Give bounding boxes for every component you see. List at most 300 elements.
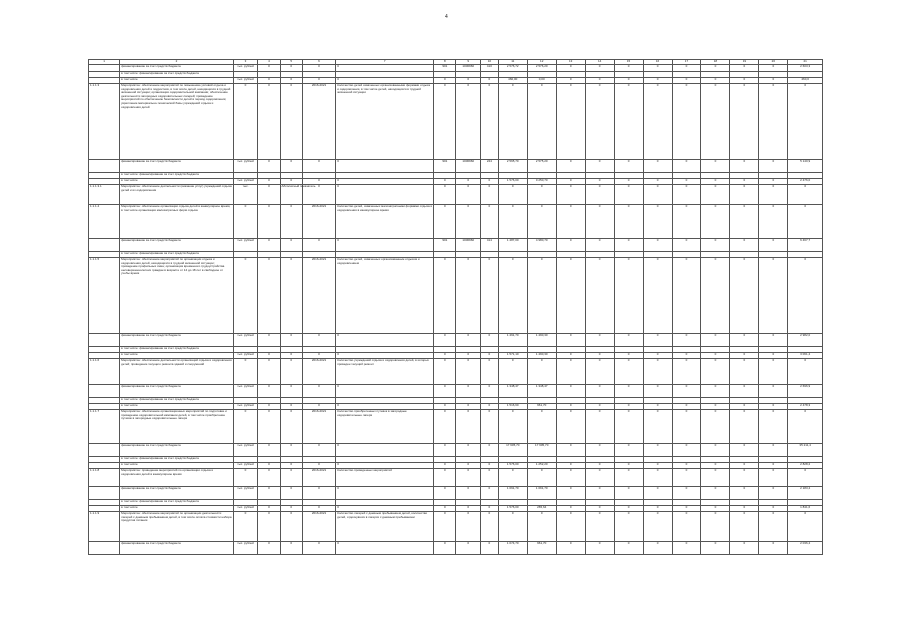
- table-cell: финансирование за счет средств бюджета: [120, 385, 234, 398]
- table-cell: 0: [434, 179, 456, 185]
- table-cell: 0: [480, 258, 498, 334]
- table-cell: 0: [701, 185, 730, 205]
- table-cell: 0: [336, 65, 434, 72]
- table-cell: 0: [730, 469, 759, 487]
- table-cell: 0: [434, 359, 456, 385]
- column-number: 17: [672, 60, 701, 65]
- table-cell: в том числе: финансирование за счет средств бюджета: [120, 347, 234, 353]
- table-cell: Мероприятие: проведение мероприятий по организации отдыха и оздоровления детей в каникулярное время: [120, 469, 234, 487]
- table-cell: 0: [498, 84, 527, 160]
- table-cell: 17 605,70: [527, 444, 556, 457]
- table-cell: 0: [556, 512, 585, 542]
- table-cell: финансирование за счет средств бюджета: [120, 444, 234, 457]
- table-cell: 0: [480, 444, 498, 457]
- table-cell: 0: [336, 487, 434, 500]
- column-number: 7: [336, 60, 434, 65]
- table-cell: 0: [701, 239, 730, 252]
- table-cell: 0: [730, 404, 759, 410]
- table-cell: 0: [258, 78, 280, 84]
- table-cell: 0: [672, 359, 701, 385]
- table-cell: 460,00: [498, 78, 527, 84]
- table-cell: 0: [643, 258, 672, 334]
- table-cell: 0: [258, 84, 280, 160]
- table-cell: 0: [585, 463, 614, 469]
- table-cell: 0: [280, 410, 302, 444]
- table-cell: 0: [759, 542, 788, 555]
- table-cell: 0: [480, 359, 498, 385]
- table-cell: Мероприятие: обеспечение деятельности организаций отдыха и оздоровления детей; проведение текущего ремонта зданий и сооружений: [120, 359, 234, 385]
- table-cell: 0: [498, 469, 527, 487]
- column-number: 2: [120, 60, 234, 65]
- table-cell: 0: [280, 179, 302, 185]
- table-cell: 1.1.1.3: [89, 84, 120, 160]
- table-cell: 1.1.1.3.1: [89, 185, 120, 205]
- table-cell: 0: [585, 506, 614, 512]
- table-cell: 0: [434, 205, 456, 239]
- table-cell: 0: [480, 205, 498, 239]
- table-cell: 0: [480, 469, 498, 487]
- table-cell: 0: [258, 506, 280, 512]
- table-cell: 0: [480, 410, 498, 444]
- table-cell: 1 252,20: [527, 463, 556, 469]
- table-cell: 0: [701, 160, 730, 173]
- event-row: [89, 512, 823, 542]
- table-cell: финансирование за счет средств бюджета: [120, 487, 234, 500]
- table-cell: 0: [614, 334, 643, 347]
- table-cell: 0: [302, 239, 335, 252]
- table-cell: 0: [614, 512, 643, 542]
- table-cell: 0: [701, 487, 730, 500]
- column-number: 3: [233, 60, 258, 65]
- table-cell: 0: [585, 512, 614, 542]
- table-cell: 0: [456, 179, 481, 185]
- table-cell: 0: [585, 258, 614, 334]
- table-cell: 1 516,60: [498, 404, 527, 410]
- table-cell: 0: [280, 444, 302, 457]
- table-cell: 0: [434, 334, 456, 347]
- table-cell: 0: [585, 359, 614, 385]
- column-number: 1: [89, 60, 120, 65]
- table-cell: 0: [730, 84, 759, 160]
- table-cell: 0: [643, 463, 672, 469]
- table-cell: 2016-2021: [302, 359, 335, 385]
- column-number: 10: [480, 60, 498, 65]
- table-cell: 0: [614, 463, 643, 469]
- table-cell: 0: [730, 410, 759, 444]
- financing-row: [89, 542, 823, 555]
- table-cell: 0: [556, 410, 585, 444]
- table-cell: тыс. рублей: [233, 487, 258, 500]
- table-cell: 0: [585, 179, 614, 185]
- table-cell: 0: [614, 542, 643, 555]
- event-row: [89, 359, 823, 385]
- table-cell: 0: [701, 65, 730, 72]
- table-cell: [89, 334, 120, 347]
- table-cell: Количество приобретенных путевок в загородные оздоровительные лагеря: [336, 410, 434, 444]
- table-cell: 0: [788, 258, 823, 334]
- table-cell: 0: [434, 385, 456, 398]
- table-cell: 4 980,70: [527, 239, 556, 252]
- table-cell: Мероприятие: обеспечение организационных мероприятий по подготовке и проведению оздоровительной кампании детей, в том числе приобретение путевок в загородные оздоровительные лагеря: [120, 410, 234, 444]
- table-cell: 0: [302, 334, 335, 347]
- table-cell: тыс. рублей: [233, 353, 258, 359]
- table-cell: 2016-2021: [302, 410, 335, 444]
- table-cell: 0: [527, 469, 556, 487]
- table-cell: 0: [672, 160, 701, 173]
- financing-row: [89, 444, 823, 457]
- table-cell: 0: [456, 512, 481, 542]
- table-cell: 0: [730, 205, 759, 239]
- table-cell: 2 828,2: [788, 463, 823, 469]
- table-cell: 0: [302, 160, 335, 173]
- table-cell: 0: [258, 239, 280, 252]
- table-cell: 0: [527, 359, 556, 385]
- table-cell: 0: [672, 78, 701, 84]
- table-cell: 1006960: [456, 65, 481, 72]
- table-cell: 0: [643, 385, 672, 398]
- table-cell: 0: [480, 334, 498, 347]
- table-cell: 0: [302, 185, 335, 205]
- table-cell: 0: [302, 487, 335, 500]
- table-cell: 0: [614, 444, 643, 457]
- table-cell: [89, 385, 120, 398]
- table-cell: тыс. рублей: [233, 78, 258, 84]
- table-cell: 0: [556, 542, 585, 555]
- table-cell: 0: [434, 487, 456, 500]
- table-cell: 0: [456, 469, 481, 487]
- table-cell: 0: [527, 205, 556, 239]
- table-cell: Количество проведенных мероприятий: [336, 469, 434, 487]
- table-cell: 0: [643, 78, 672, 84]
- table-cell: 0: [643, 506, 672, 512]
- table-cell: 17 605,70: [498, 444, 527, 457]
- table-cell: 1 571,10: [498, 353, 527, 359]
- table-cell: 0: [434, 78, 456, 84]
- column-number: 21: [788, 60, 823, 65]
- column-number: 9: [456, 60, 481, 65]
- table-cell: 1 348,47: [527, 385, 556, 398]
- table-cell: 0: [302, 444, 335, 457]
- table-cell: 1.1.1.7: [89, 410, 120, 444]
- table-cell: Мероприятие: обеспечение деятельности (оказание услуг) учреждений отдыха детей и их оздоровления: [120, 185, 234, 205]
- table-cell: 0: [280, 506, 302, 512]
- table-cell: 0: [730, 185, 759, 205]
- table-cell: 2016-2021: [302, 205, 335, 239]
- table-cell: 0: [759, 160, 788, 173]
- table-cell: 0: [701, 463, 730, 469]
- table-cell: 1006960: [456, 160, 481, 173]
- table-cell: 0: [643, 239, 672, 252]
- table-cell: 2016-2021: [302, 84, 335, 160]
- table-cell: 0: [643, 359, 672, 385]
- table-cell: 0: [280, 160, 302, 173]
- table-cell: 0: [498, 410, 527, 444]
- event-row: [89, 469, 823, 487]
- table-cell: 0: [480, 487, 498, 500]
- table-cell: 0: [258, 463, 280, 469]
- table-cell: 0: [434, 512, 456, 542]
- table-cell: 0: [302, 385, 335, 398]
- table-cell: 1.1.1.5: [89, 258, 120, 334]
- table-cell: 0: [701, 179, 730, 185]
- table-cell: 0: [614, 258, 643, 334]
- table-cell: 0: [556, 84, 585, 160]
- column-number: 5: [280, 60, 302, 65]
- table-cell: Количество учреждений отдыха и оздоровления детей, в которых проведен текущий ремонт: [336, 359, 434, 385]
- table-cell: 1 487,00: [498, 239, 527, 252]
- table-cell: 0: [258, 160, 280, 173]
- table-cell: финансирование за счет средств бюджета: [120, 160, 234, 173]
- table-cell: 0: [336, 463, 434, 469]
- table-cell: 0: [556, 463, 585, 469]
- table-cell: в том числе: [120, 463, 234, 469]
- table-cell: 0: [643, 487, 672, 500]
- table-cell: 0: [280, 469, 302, 487]
- table-cell: 0: [643, 410, 672, 444]
- table-cell: 0: [556, 506, 585, 512]
- table-cell: 0: [585, 385, 614, 398]
- table-cell: 0: [701, 385, 730, 398]
- financing-row: [89, 239, 823, 252]
- table-cell: 0: [614, 385, 643, 398]
- table-cell: 0: [730, 239, 759, 252]
- table-cell: 0: [759, 444, 788, 457]
- table-cell: 0: [759, 359, 788, 385]
- table-cell: 0: [643, 179, 672, 185]
- table-cell: 0: [585, 78, 614, 84]
- table-cell: 0: [556, 353, 585, 359]
- table-cell: 1 576,00: [498, 463, 527, 469]
- column-number: 12: [527, 60, 556, 65]
- table-cell: 0: [759, 65, 788, 72]
- table-cell: 0: [643, 542, 672, 555]
- table-cell: 0: [701, 84, 730, 160]
- table-cell: 0: [788, 359, 823, 385]
- table-cell: 0: [280, 65, 302, 72]
- table-cell: 2 036,4: [788, 542, 823, 555]
- table-cell: 0: [480, 404, 498, 410]
- table-cell: 0: [730, 334, 759, 347]
- table-cell: 0: [336, 334, 434, 347]
- table-cell: 0: [556, 444, 585, 457]
- table-cell: 0: [701, 78, 730, 84]
- table-cell: в том числе: финансирование за счет средств бюджета: [120, 457, 234, 463]
- column-number: 13: [556, 60, 585, 65]
- table-cell: 0: [672, 512, 701, 542]
- table-cell: 2 565,70: [498, 160, 527, 173]
- table-cell: тыс. рублей: [233, 65, 258, 72]
- table-cell: 0: [302, 404, 335, 410]
- table-cell: 0: [759, 506, 788, 512]
- table-cell: 0: [480, 84, 498, 160]
- table-cell: 0: [480, 185, 498, 205]
- table-cell: 0: [434, 410, 456, 444]
- table-cell: 0: [759, 185, 788, 205]
- table-cell: 1 490,30: [527, 353, 556, 359]
- table-cell: 0: [556, 160, 585, 173]
- table-cell: 244: [480, 160, 498, 173]
- table-cell: 0: [456, 542, 481, 555]
- table-cell: 0: [701, 334, 730, 347]
- table-cell: 5 140,9: [788, 160, 823, 173]
- table-cell: 0: [672, 239, 701, 252]
- financing-row: [89, 385, 823, 398]
- table-cell: 0: [258, 487, 280, 500]
- table-cell: Количество детей, охваченных малозатратными формами отдыха и оздоровления в каникулярное время: [336, 205, 434, 239]
- table-cell: 0: [434, 258, 456, 334]
- table-cell: 0: [672, 385, 701, 398]
- table-cell: 0: [759, 334, 788, 347]
- table-cell: 0: [556, 469, 585, 487]
- table-cell: 0: [336, 185, 434, 205]
- table-cell: 0: [730, 160, 759, 173]
- table-cell: финансирование за счет средств бюджета: [120, 334, 234, 347]
- table-cell: 2 603,3: [788, 65, 823, 72]
- table-cell: 0: [701, 353, 730, 359]
- table-cell: 0: [788, 84, 823, 160]
- table-cell: 0: [480, 542, 498, 555]
- event-row: [89, 84, 823, 160]
- table-cell: 2016-2021: [302, 469, 335, 487]
- table-cell: 0: [556, 179, 585, 185]
- financing-row: [89, 334, 823, 347]
- table-cell: [89, 160, 120, 173]
- table-cell: 0: [585, 542, 614, 555]
- table-cell: 0: [585, 185, 614, 205]
- table-cell: в том числе: финансирование за счет средств бюджета: [120, 173, 234, 179]
- table-cell: тыс. рублей: [233, 385, 258, 398]
- table-cell: 0: [585, 205, 614, 239]
- table-cell: 0: [614, 160, 643, 173]
- table-cell: 1 841,6: [788, 506, 823, 512]
- table-cell: 0: [672, 334, 701, 347]
- table-cell: 0: [456, 205, 481, 239]
- table-cell: 2 183,4: [788, 487, 823, 500]
- table-cell: 0: [730, 65, 759, 72]
- table-cell: 0: [759, 487, 788, 500]
- table-cell: тыс. рублей: [233, 444, 258, 457]
- table-cell: 0: [233, 410, 258, 444]
- table-cell: 0: [480, 463, 498, 469]
- table-cell: 0: [556, 205, 585, 239]
- table-cell: 0: [280, 353, 302, 359]
- table-cell: 0: [498, 258, 527, 334]
- table-cell: 0: [302, 542, 335, 555]
- table-cell: [89, 65, 120, 72]
- table-cell: 0: [672, 84, 701, 160]
- table-cell: 0: [302, 65, 335, 72]
- table-cell: 0: [233, 359, 258, 385]
- column-number: 19: [730, 60, 759, 65]
- table-cell: 0: [672, 185, 701, 205]
- table-cell: 0: [643, 185, 672, 205]
- table-cell: 0: [701, 444, 730, 457]
- table-cell: 0: [614, 469, 643, 487]
- table-cell: 0: [258, 334, 280, 347]
- table-cell: 0: [258, 185, 280, 205]
- table-cell: 0,00: [527, 78, 556, 84]
- table-cell: 0: [456, 84, 481, 160]
- table-cell: 0: [480, 353, 498, 359]
- table-cell: 0: [672, 506, 701, 512]
- table-cell: 0: [759, 179, 788, 185]
- table-cell: 0: [701, 410, 730, 444]
- table-cell: 0: [527, 410, 556, 444]
- table-cell: 0: [233, 205, 258, 239]
- table-cell: тыс. рублей: [233, 239, 258, 252]
- table-cell: 0: [556, 334, 585, 347]
- table-cell: 0: [258, 65, 280, 72]
- table-cell: 0: [730, 463, 759, 469]
- table-cell: тыс. рублей: [233, 542, 258, 555]
- table-cell: 0: [456, 410, 481, 444]
- table-cell: 0: [456, 487, 481, 500]
- table-cell: 0: [730, 179, 759, 185]
- table-cell: 0: [614, 506, 643, 512]
- table-cell: 0: [527, 258, 556, 334]
- table-cell: в том числе: [120, 78, 234, 84]
- table-cell: 0: [258, 410, 280, 444]
- financing-row: [89, 487, 823, 500]
- column-number: 18: [701, 60, 730, 65]
- table-cell: 0: [258, 179, 280, 185]
- column-number: 6: [302, 60, 335, 65]
- table-cell: 0: [672, 65, 701, 72]
- column-number: 4: [258, 60, 280, 65]
- table-cell: 0: [258, 258, 280, 334]
- table-cell: 0: [336, 542, 434, 555]
- table-cell: 0: [730, 78, 759, 84]
- table-cell: финансирование за счет средств бюджета: [120, 239, 234, 252]
- table-cell: 0: [498, 512, 527, 542]
- table-cell: 1.1.1.4: [89, 205, 120, 239]
- table-cell: 0: [672, 410, 701, 444]
- table-cell: 265,64: [527, 506, 556, 512]
- table-cell: 0: [456, 185, 481, 205]
- program-table: [88, 59, 823, 555]
- table-cell: 0: [456, 359, 481, 385]
- table-cell: 0: [585, 84, 614, 160]
- table-cell: 0: [233, 84, 258, 160]
- table-cell: 2 575,20: [527, 160, 556, 173]
- table-cell: 0: [280, 205, 302, 239]
- table-cell: 0: [233, 512, 258, 542]
- table-cell: 0: [701, 506, 730, 512]
- table-cell: 0: [585, 444, 614, 457]
- table-cell: 0: [556, 185, 585, 205]
- table-cell: 0: [730, 542, 759, 555]
- table-cell: 0: [614, 404, 643, 410]
- table-cell: 0: [730, 385, 759, 398]
- table-cell: 0: [280, 404, 302, 410]
- table-cell: 1 091,70: [498, 487, 527, 500]
- table-cell: 0: [480, 385, 498, 398]
- table-cell: 1 091,70: [527, 487, 556, 500]
- table-cell: 0: [258, 404, 280, 410]
- table-cell: 0: [614, 410, 643, 444]
- table-cell: 0: [456, 463, 481, 469]
- table-cell: 0: [585, 65, 614, 72]
- table-cell: 0: [258, 359, 280, 385]
- column-number: 15: [614, 60, 643, 65]
- table-cell: 0: [434, 506, 456, 512]
- table-cell: 0: [280, 512, 302, 542]
- table-cell: 0: [434, 84, 456, 160]
- table-cell: 460,0: [788, 78, 823, 84]
- table-cell: в том числе: [120, 404, 234, 410]
- table-cell: 0: [302, 78, 335, 84]
- table-cell: 0: [336, 179, 434, 185]
